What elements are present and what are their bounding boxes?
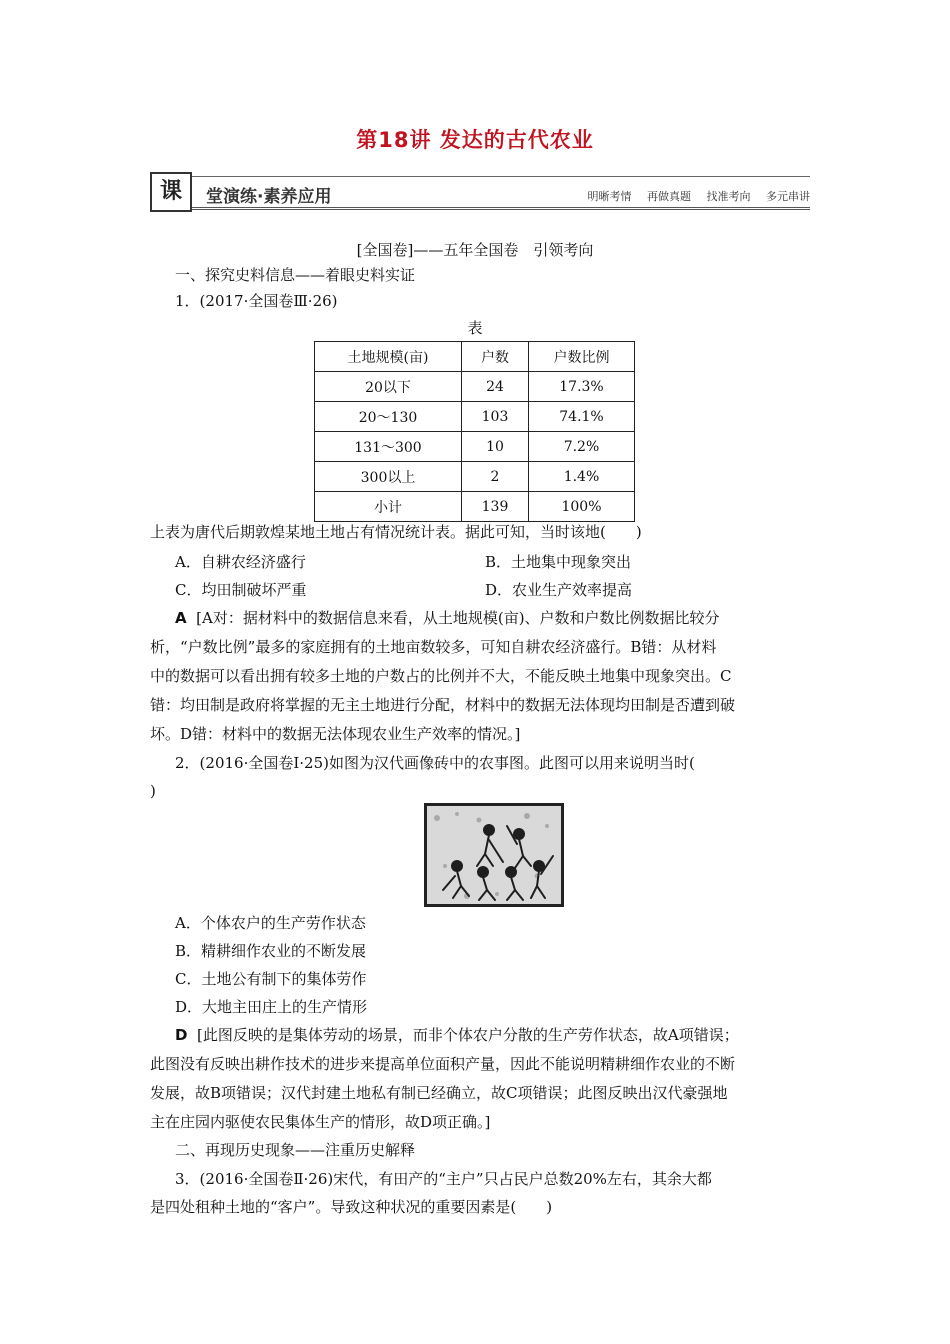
part2-heading: 二、再现历史现象——注重历史解释 [175, 1141, 416, 1159]
q1-source: 1．(2017·全国卷Ⅲ·26) [175, 292, 338, 310]
table-row [315, 402, 635, 432]
q1-option-c[interactable]: C．均田制破坏严重 [175, 581, 307, 599]
q2-option-d[interactable]: D．大地主田庄上的生产情形 [175, 998, 368, 1016]
farming-scene-illustration [427, 806, 561, 904]
table-cell: 20以下 [315, 372, 462, 402]
q2-option-b[interactable]: B．精耕细作农业的不断发展 [175, 942, 367, 960]
banner-tag: 明晰考情 [587, 190, 632, 203]
table-cell: 1.4% [529, 462, 635, 492]
table-cell: 74.1% [529, 402, 635, 432]
explanation-line: 主在庄园内驱使农民集体生产的情形，故D项正确。] [150, 1113, 491, 1131]
table-cell: 10 [462, 432, 529, 462]
explanation-line: 此图没有反映出耕作技术的进步来提高单位面积产量，因此不能说明精耕细作农业的不断 [150, 1055, 736, 1073]
table-cell: 131～300 [315, 432, 462, 462]
table-header-row [315, 342, 635, 372]
table-cell: 小计 [315, 492, 462, 522]
q1-option-b[interactable]: B．土地集中现象突出 [485, 553, 632, 571]
page-title: 第18讲 发达的古代农业 [356, 128, 594, 152]
explanation-line: 坏。D错：材料中的数据无法体现农业生产效率的情况。] [150, 725, 521, 743]
q1-option-a[interactable]: A．自耕农经济盛行 [175, 553, 306, 571]
section-header: [全国卷]——五年全国卷 引领考向 [356, 241, 594, 259]
q1-explanation [150, 604, 810, 749]
q1-option-d[interactable]: D．农业生产效率提高 [485, 581, 633, 599]
explanation-line: 中的数据可以看出拥有较多土地的户数占的比例并不大，不能反映土地集中现象突出。C [150, 667, 732, 685]
table-row [315, 492, 635, 522]
banner-title: 堂演练·素养应用 [206, 187, 332, 207]
banner-tag: 找准考向 [706, 190, 751, 203]
explanation-line: 错：均田制是政府将掌握的无主土地进行分配，材料中的数据无法体现均田制是否遭到破 [150, 696, 736, 714]
explanation-line: 析，“户数比例”最多的家庭拥有的土地亩数较多，可知自耕农经济盛行。B错：从材料 [150, 638, 717, 656]
table-cell: 300以上 [315, 462, 462, 492]
han-brick-farming-image [424, 803, 564, 907]
q1-answer: A [175, 609, 187, 627]
table-cell: 20～130 [315, 402, 462, 432]
table-header-cell: 户数比例 [529, 342, 635, 372]
table-row [315, 372, 635, 402]
part1-heading: 一、探究史料信息——着眼史料实证 [175, 266, 416, 284]
table-row [315, 432, 635, 462]
explanation-line: [此图反映的是集体劳动的场景，而非个体农户分散的生产劳作状态，故A项错误； [197, 1026, 739, 1044]
table-cell: 17.3% [529, 372, 635, 402]
banner-tags [576, 188, 811, 204]
table-cell: 139 [462, 492, 529, 522]
q1-stem: 上表为唐代后期敦煌某地土地占有情况统计表。据此可知，当时该地( ) [150, 523, 642, 541]
q2-option-a[interactable]: A．个体农户的生产劳作状态 [175, 914, 366, 932]
land-table [314, 341, 635, 522]
table-cell: 24 [462, 372, 529, 402]
table-cell: 7.2% [529, 432, 635, 462]
table-cell: 103 [462, 402, 529, 432]
table-header-cell: 土地规模(亩) [315, 342, 462, 372]
banner-tag: 再做真题 [647, 190, 691, 203]
table-header-cell: 户数 [462, 342, 529, 372]
q2-option-c[interactable]: C．土地公有制下的集体劳作 [175, 970, 367, 988]
banner-icon: 课 [150, 172, 192, 212]
q2-explanation [150, 1021, 820, 1137]
q3-stem-line1: 3．(2016·全国卷Ⅱ·26)宋代，有田产的“主户”只占民户总数20%左右，其余大都 [175, 1170, 712, 1188]
q2-answer: D [175, 1026, 188, 1044]
explanation-line: [A对：据材料中的数据信息来看，从土地规模(亩)、户数和户数比例数据比较分 [196, 609, 720, 627]
table-cell: 2 [462, 462, 529, 492]
banner-tag: 多元串讲 [766, 190, 810, 203]
table-cell: 100% [529, 492, 635, 522]
section-banner [150, 172, 810, 214]
table-row [315, 462, 635, 492]
table-caption: 表 [467, 319, 483, 337]
q2-stem-line2: ) [150, 782, 156, 800]
q2-stem-line1: 2．(2016·全国卷Ⅰ·25)如图为汉代画像砖中的农事图。此图可以用来说明当时( [175, 754, 695, 772]
q3-stem-line2: 是四处租种土地的“客户”。导致这种状况的重要因素是( ) [150, 1198, 553, 1216]
explanation-line: 发展，故B项错误；汉代封建土地私有制已经确立，故C项错误；此图反映出汉代豪强地 [150, 1084, 728, 1102]
